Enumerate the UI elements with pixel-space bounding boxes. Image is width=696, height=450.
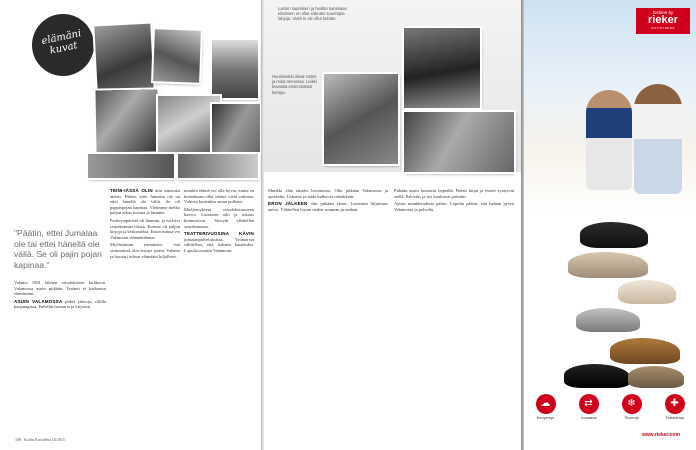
section-stamp: elämäni kuvat [26, 8, 100, 82]
shoe-image [628, 366, 684, 388]
shoe-image [568, 252, 648, 278]
paragraph: Myöhemmin ymmärsin, että sisimmässä olin etsinyt jotain. Valamo ja luostari tulivat elämääni hiljalleen. [110, 242, 180, 259]
photo [324, 74, 398, 164]
photo [88, 154, 174, 178]
feature-item: ⇄ Joustava [570, 394, 608, 420]
plus-icon: ✚ [665, 394, 685, 414]
photo [153, 29, 201, 83]
left-page [0, 0, 262, 450]
page-folio [12, 434, 65, 443]
model-figure [634, 84, 682, 194]
page-number: 108 [15, 436, 21, 442]
body-column [394, 188, 514, 438]
brand-logo: fashion by rieker ANTISTRESS [636, 8, 690, 34]
photo [95, 89, 158, 152]
paragraph: ASUIN VALAMOSSA pitkiä jaksoja, välillä kaupungissa. Palvelin luostaria ja kirjoitin. [14, 298, 107, 310]
photo [158, 96, 220, 152]
pull-quote: "Päätin, ettei Jumalaa ole tai ettei hänellä ole väliä. Se oli pajin pojan kapinaa." [14, 228, 102, 270]
brand-url: www.rieker.com [642, 432, 680, 438]
right-page [264, 0, 522, 450]
feature-item: ✚ Tärkeämpi [656, 394, 694, 420]
shoe-image [610, 338, 680, 364]
body-column [268, 188, 388, 438]
photo-caption: Huomiseksi olivat Väinö ja minä menossa. Leikki kuvassa ensimmäisiä kertoja. [272, 74, 317, 95]
photo [404, 112, 514, 172]
shoe-image [564, 364, 630, 388]
body-column [184, 188, 254, 438]
advertisement [524, 0, 696, 450]
paragraph: Mieltymykseni ortodoksisuuteen kasvoi. Luostarin arki ja rukous kiinnostivat. Siirryin vähitellen seurakuntaan. [184, 206, 254, 229]
shoe-image [576, 308, 640, 332]
flex-icon: ⇄ [579, 394, 599, 414]
feature-icons [524, 392, 696, 424]
photo [404, 28, 480, 108]
paragraph: ERON JÄLKEEN olin pitkään yksin. Luostarin hiljaisuus auttoi. Vähitellen löysin uuden suunnan ja rauhan. [268, 201, 389, 212]
feature-item: ❄ Tiivempi [613, 394, 651, 420]
folio-text: Kodin Kuvalehti 10/2015 [24, 436, 65, 442]
feature-item: ☁ Kevyempi [527, 394, 565, 420]
paragraph: munkin elämä voi olla hyvin, mutta en kuitenkaan ollut tehnyt vielä valintaa. Valitsin kuitenkin oman polkuni. [184, 188, 254, 205]
body-column [14, 280, 106, 440]
photo [212, 40, 258, 98]
photo [178, 154, 258, 178]
paragraph: Ajatus munkkeudesta palasi. Lopulta päätin, että haluan pysyä Valamossa ja palvella. [394, 201, 514, 212]
photo-caption: Lasten saamisen ja heidän kanssaan elämisen on ollut elämäni suurimpia lahjoja. Vielä ei ole ollut ketään. [278, 6, 347, 22]
paragraph: TEATTERIVUOSINA KÄVIN jumalanpalveluksissa. Ymmärsin vähitellen, että halusin kastetuksi. Lopulta muutin Valamoon. [184, 231, 254, 253]
paragraph: Valamo 1991 lähtien ortodoksisen kirkkoon. Valamossa asuin pitkään. Teatteri ei kadonnut elämästäni. [14, 280, 106, 297]
model-figure [586, 90, 632, 190]
photo [94, 24, 153, 93]
paragraph: Perheympäristö oli lämmin, ja isä kävi seurakunnan töissä. Kotona oli paljon kirjoja ja keskustelua. Ensin minua vei Valamoon elämäntilanne. [110, 217, 180, 240]
paragraph: Munkki elää tänään luostarissa. Olin pitkään Valamossa ja opiskelin. Uskonto ja taide kulkevat rinnakkain. [268, 188, 388, 199]
paragraph: TEINI-IÄSSÄ OLIN niin sanotusti ateisti. Päätin, ettei Jumalaa ole tai ettei hänellä ole väliä. Se oli pappispojan kapinaa. Vietimme melko paljon aikaa kotona ja luimme. [110, 188, 181, 216]
body-column [110, 188, 180, 438]
paragraph: Pitkään asuin luostarin liepeillä. Pienet kirjat ja esseet syntyivät siellä. Palvelus ja työ kuuluivat päivään. [394, 188, 514, 199]
shoe-image [618, 280, 676, 304]
photo [212, 104, 260, 154]
cloud-icon: ☁ [536, 394, 556, 414]
snowflake-icon: ❄ [622, 394, 642, 414]
shoe-image [580, 222, 648, 248]
